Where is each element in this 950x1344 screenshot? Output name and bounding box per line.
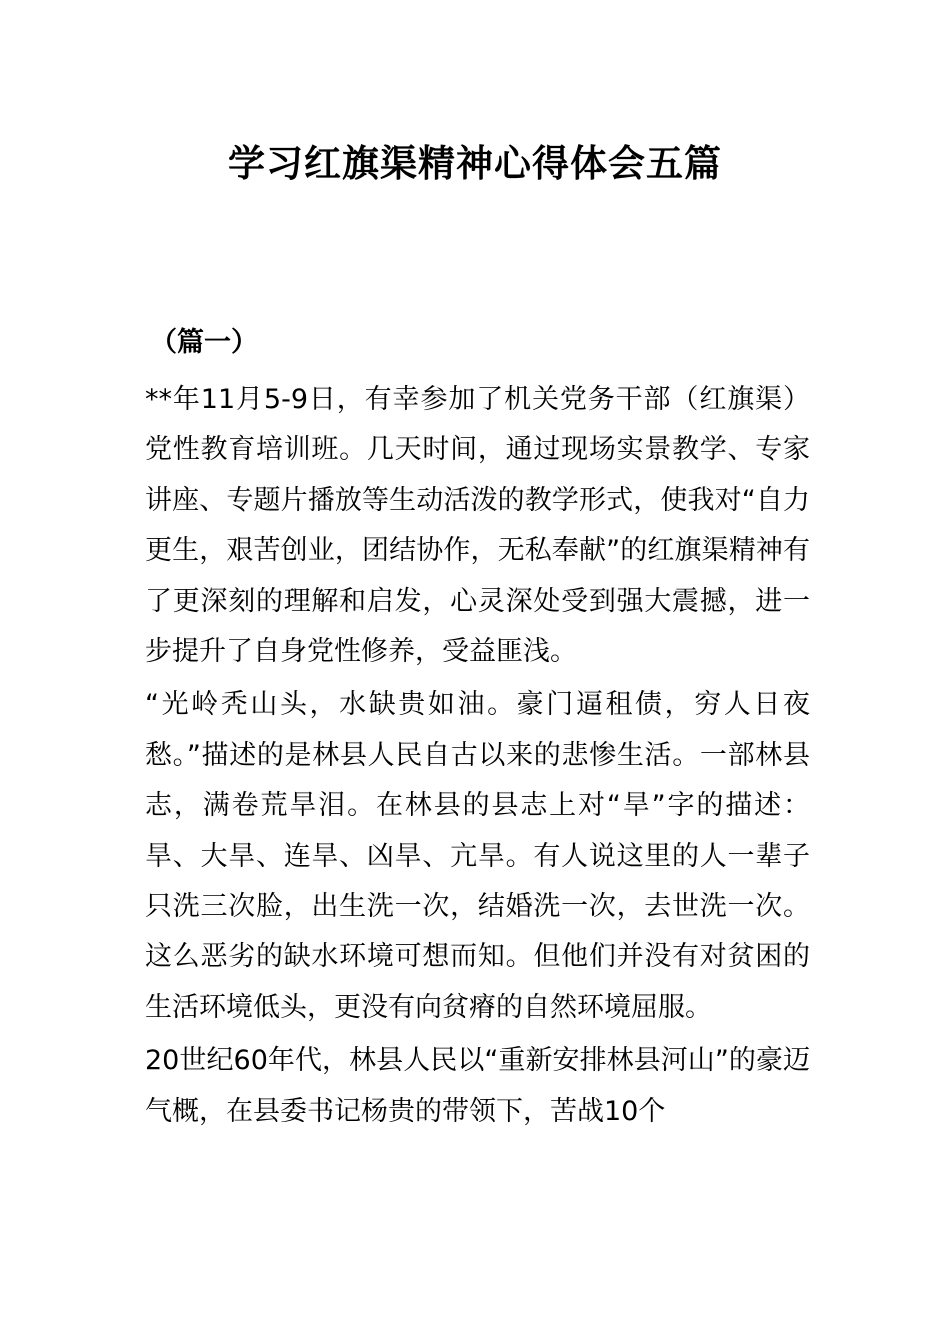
paragraph-1: **年11月5-9日，有幸参加了机关党务干部（红旗渠）党性教育培训班。几天时间，通过现场实景教学、专家讲座、专题片播放等生动活泼的教学形式，使我对“自力更生，艰苦创业，团结协作，无私奉献”的红旗渠精神有了更深刻的理解和启发，心灵深处受到强大震撼，进一步提升了自身党性修养，受益匪浅。 [145,384,810,668]
section-heading: （篇一） [150,327,258,358]
paragraph-2: “光岭秃山头，水缺贵如油。豪门逼租债，穷人日夜愁。”描述的是林县人民自古以来的悲惨生活。一部林县志，满卷荒旱泪。在林县的县志上对“旱”字的描述：旱、大旱、连旱、凶旱、亢旱。有人说这里的人一辈子只洗三次脸，出生洗一次，结婚洗一次，去世洗一次。这么恶劣的缺水环境可想而知。但他们并没有对贫困的生活环境低头，更没有向贫瘠的自然环境屈服。 [145,689,810,1023]
paragraph-3: 20世纪60年代，林县人民以“重新安排林县河山”的豪迈气概，在县委书记杨贵的带领下，苦战10个 [145,1045,810,1127]
document-title: 学习红旗渠精神心得体会五篇 [228,142,722,185]
document-body [145,375,810,1140]
